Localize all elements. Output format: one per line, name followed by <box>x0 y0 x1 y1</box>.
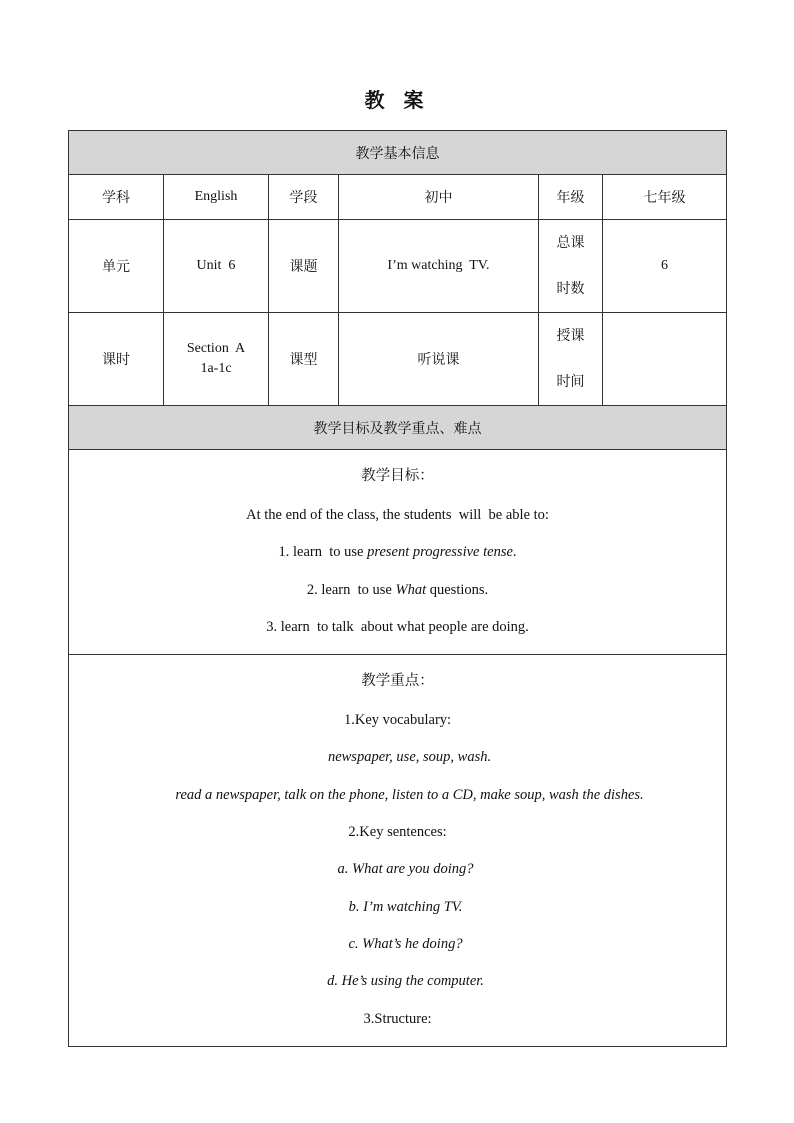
topic-label: 课题 <box>269 220 339 313</box>
goal-1-suffix: . <box>512 544 517 561</box>
structure-label: 3.Structure: <box>363 1010 432 1027</box>
total-hours-label <box>539 220 603 313</box>
vocab-phrases-text: read a newspaper, talk on the phone, listen to a CD, make soup, wash the dishes. <box>175 786 644 803</box>
total-hours-label-line2: 时数 <box>556 281 585 297</box>
goal-2-emphasis: What <box>395 581 427 598</box>
page-title: 教 案 <box>364 88 430 112</box>
total-hours-value: 6 <box>603 220 727 313</box>
total-hours-label-line1: 总课 <box>556 235 585 251</box>
time-label-line1: 授课 <box>556 328 585 344</box>
sentence-d-text: d. He’s using the computer. <box>327 973 484 990</box>
basic-info-header: 教学基本信息 <box>69 131 727 175</box>
grade-value: 七年级 <box>603 175 727 220</box>
time-label-line2: 时间 <box>556 374 585 390</box>
sentence-b-text: b. I’m watching TV. <box>348 898 463 915</box>
goal-2 <box>69 580 726 617</box>
time-value <box>603 313 727 406</box>
vocab-phrases <box>69 785 726 822</box>
type-value: 听说课 <box>339 313 539 406</box>
time-label <box>539 313 603 406</box>
period-value-line2: 1a-1c <box>200 361 232 376</box>
goal-1 <box>69 542 726 579</box>
subject-value: English <box>164 175 269 220</box>
unit-label: 单元 <box>69 220 164 313</box>
grade-label: 年级 <box>539 175 603 220</box>
sentence-a-text: a. What are you doing? <box>337 861 474 878</box>
sentence-a <box>69 859 726 896</box>
stage-label: 学段 <box>269 175 339 220</box>
goal-3: 3. learn to talk about what people are doing. <box>266 618 529 635</box>
sentence-c <box>69 934 726 971</box>
sentence-c-text: c. What’s he doing? <box>348 935 463 952</box>
goal-1-prefix: 1. learn to use <box>278 544 368 561</box>
goal-1-emphasis: present progressive tense <box>367 544 513 561</box>
sentence-d <box>69 971 726 1008</box>
goals-block <box>69 450 727 655</box>
goals-title: 教学目标： <box>361 468 434 484</box>
vocab-label: 1.Key vocabulary: <box>343 712 452 729</box>
sentences-label: 2.Key sentences: <box>348 824 447 841</box>
key-points-block <box>69 655 727 1047</box>
stage-value: 初中 <box>339 175 539 220</box>
lesson-plan-table <box>68 130 727 1047</box>
key-points-title: 教学重点： <box>361 673 434 690</box>
vocab-words-text: newspaper, use, soup, wash. <box>327 749 492 766</box>
subject-label: 学科 <box>69 175 164 220</box>
objectives-header: 教学目标及教学重点、难点 <box>69 406 727 450</box>
topic-value: I’m watching TV. <box>339 220 539 313</box>
goals-intro: At the end of the class, the students will be able to: <box>246 507 549 523</box>
period-value-line1: Section A <box>186 341 246 356</box>
vocab-words <box>69 747 726 784</box>
goal-2-prefix: 2. learn to use <box>306 581 396 598</box>
type-label: 课型 <box>269 313 339 406</box>
sentence-b <box>69 897 726 934</box>
goal-2-suffix: questions. <box>426 581 489 598</box>
unit-value: Unit 6 <box>164 220 269 313</box>
period-label: 课时 <box>69 313 164 406</box>
period-value <box>164 313 269 406</box>
